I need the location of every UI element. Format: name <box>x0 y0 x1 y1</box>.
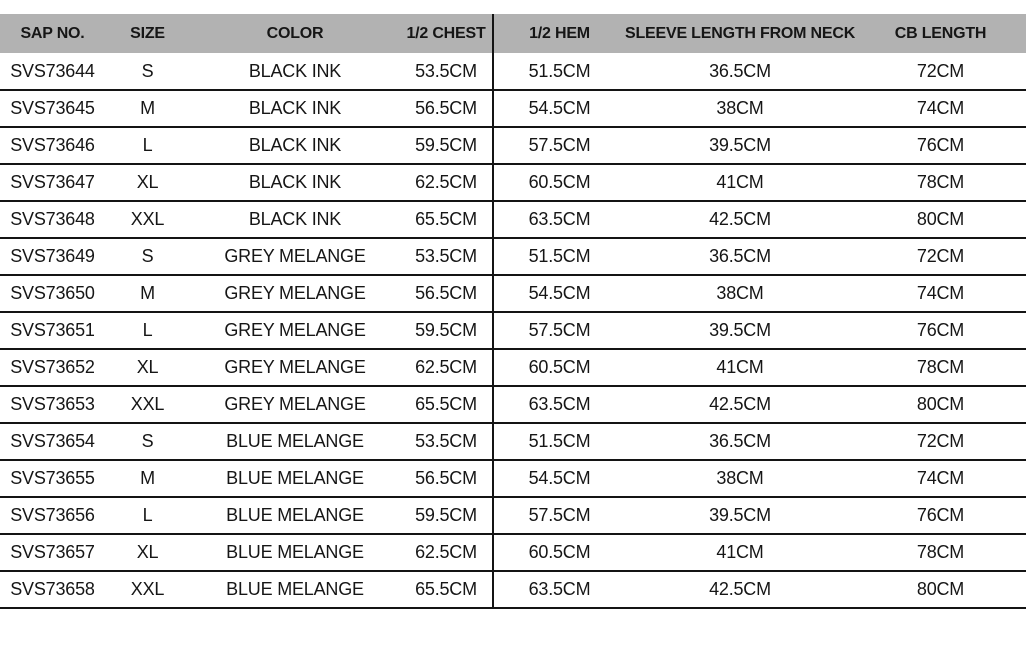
cell-size: L <box>105 312 190 349</box>
cell-cb-length: 80CM <box>855 201 1026 238</box>
cell-sleeve-length: 36.5CM <box>625 238 855 275</box>
cell-half-hem: 60.5CM <box>493 534 625 571</box>
cell-sleeve-length: 38CM <box>625 275 855 312</box>
col-header-cb-length: CB LENGTH <box>855 14 1026 53</box>
cell-color: BLUE MELANGE <box>190 423 400 460</box>
table-body <box>0 53 1026 608</box>
cell-cb-length: 78CM <box>855 349 1026 386</box>
cell-color: BLUE MELANGE <box>190 460 400 497</box>
cell-sleeve-length: 41CM <box>625 534 855 571</box>
table-row <box>0 497 1026 534</box>
cell-color: BLACK INK <box>190 53 400 90</box>
cell-half-hem: 51.5CM <box>493 423 625 460</box>
cell-size: XL <box>105 349 190 386</box>
cell-size: S <box>105 423 190 460</box>
cell-sap-no: SVS73646 <box>0 127 105 164</box>
cell-sap-no: SVS73657 <box>0 534 105 571</box>
table-row <box>0 238 1026 275</box>
cell-sap-no: SVS73647 <box>0 164 105 201</box>
cell-size: S <box>105 53 190 90</box>
cell-cb-length: 78CM <box>855 164 1026 201</box>
col-header-color: COLOR <box>190 14 400 53</box>
cell-sleeve-length: 42.5CM <box>625 571 855 608</box>
cell-cb-length: 76CM <box>855 312 1026 349</box>
cell-cb-length: 76CM <box>855 497 1026 534</box>
cell-half-chest: 56.5CM <box>400 275 493 312</box>
cell-half-hem: 60.5CM <box>493 164 625 201</box>
cell-sleeve-length: 38CM <box>625 460 855 497</box>
cell-cb-length: 72CM <box>855 53 1026 90</box>
cell-half-chest: 59.5CM <box>400 312 493 349</box>
cell-sleeve-length: 36.5CM <box>625 423 855 460</box>
cell-half-hem: 51.5CM <box>493 238 625 275</box>
cell-color: GREY MELANGE <box>190 349 400 386</box>
cell-cb-length: 74CM <box>855 90 1026 127</box>
cell-color: BLACK INK <box>190 127 400 164</box>
table-row <box>0 53 1026 90</box>
cell-cb-length: 74CM <box>855 460 1026 497</box>
cell-sap-no: SVS73653 <box>0 386 105 423</box>
table-row <box>0 201 1026 238</box>
cell-color: BLACK INK <box>190 201 400 238</box>
cell-color: GREY MELANGE <box>190 238 400 275</box>
cell-sleeve-length: 39.5CM <box>625 312 855 349</box>
col-header-sleeve-length: SLEEVE LENGTH FROM NECK <box>625 14 855 53</box>
table-row <box>0 571 1026 608</box>
table-row <box>0 275 1026 312</box>
cell-size: S <box>105 238 190 275</box>
cell-color: GREY MELANGE <box>190 386 400 423</box>
cell-sap-no: SVS73658 <box>0 571 105 608</box>
cell-half-hem: 63.5CM <box>493 571 625 608</box>
table-row <box>0 423 1026 460</box>
cell-cb-length: 78CM <box>855 534 1026 571</box>
cell-cb-length: 74CM <box>855 275 1026 312</box>
table-row <box>0 90 1026 127</box>
cell-size: XL <box>105 534 190 571</box>
col-header-half-hem: 1/2 HEM <box>493 14 625 53</box>
cell-color: BLUE MELANGE <box>190 534 400 571</box>
col-header-size: SIZE <box>105 14 190 53</box>
cell-half-chest: 53.5CM <box>400 53 493 90</box>
cell-sap-no: SVS73655 <box>0 460 105 497</box>
cell-sap-no: SVS73656 <box>0 497 105 534</box>
cell-half-hem: 54.5CM <box>493 90 625 127</box>
cell-size: XL <box>105 164 190 201</box>
cell-color: BLACK INK <box>190 90 400 127</box>
table-row <box>0 164 1026 201</box>
cell-size: XXL <box>105 201 190 238</box>
cell-half-chest: 62.5CM <box>400 164 493 201</box>
cell-sap-no: SVS73652 <box>0 349 105 386</box>
cell-size: L <box>105 127 190 164</box>
cell-sleeve-length: 41CM <box>625 164 855 201</box>
cell-color: GREY MELANGE <box>190 275 400 312</box>
cell-sleeve-length: 42.5CM <box>625 201 855 238</box>
cell-half-hem: 54.5CM <box>493 275 625 312</box>
table-row <box>0 312 1026 349</box>
cell-half-chest: 65.5CM <box>400 571 493 608</box>
cell-sleeve-length: 36.5CM <box>625 53 855 90</box>
cell-sap-no: SVS73645 <box>0 90 105 127</box>
cell-half-chest: 56.5CM <box>400 90 493 127</box>
cell-size: XXL <box>105 386 190 423</box>
cell-sap-no: SVS73649 <box>0 238 105 275</box>
cell-cb-length: 80CM <box>855 386 1026 423</box>
cell-half-chest: 56.5CM <box>400 460 493 497</box>
col-header-half-chest: 1/2 CHEST <box>400 14 493 53</box>
cell-half-chest: 65.5CM <box>400 201 493 238</box>
cell-size: M <box>105 275 190 312</box>
cell-sap-no: SVS73654 <box>0 423 105 460</box>
cell-color: BLACK INK <box>190 164 400 201</box>
cell-sap-no: SVS73651 <box>0 312 105 349</box>
header-row <box>0 14 1026 53</box>
cell-half-hem: 51.5CM <box>493 53 625 90</box>
cell-half-chest: 62.5CM <box>400 349 493 386</box>
table-row <box>0 534 1026 571</box>
cell-half-hem: 57.5CM <box>493 497 625 534</box>
cell-sleeve-length: 41CM <box>625 349 855 386</box>
cell-color: GREY MELANGE <box>190 312 400 349</box>
cell-half-chest: 59.5CM <box>400 497 493 534</box>
cell-sleeve-length: 42.5CM <box>625 386 855 423</box>
cell-sap-no: SVS73648 <box>0 201 105 238</box>
cell-sleeve-length: 39.5CM <box>625 127 855 164</box>
cell-sap-no: SVS73644 <box>0 53 105 90</box>
cell-sap-no: SVS73650 <box>0 275 105 312</box>
cell-half-hem: 63.5CM <box>493 386 625 423</box>
table-row <box>0 349 1026 386</box>
cell-color: BLUE MELANGE <box>190 497 400 534</box>
cell-color: BLUE MELANGE <box>190 571 400 608</box>
cell-half-chest: 65.5CM <box>400 386 493 423</box>
cell-half-hem: 63.5CM <box>493 201 625 238</box>
cell-half-chest: 53.5CM <box>400 423 493 460</box>
cell-half-chest: 59.5CM <box>400 127 493 164</box>
cell-half-chest: 53.5CM <box>400 238 493 275</box>
cell-size: M <box>105 90 190 127</box>
size-chart-table <box>0 14 1026 609</box>
cell-half-hem: 54.5CM <box>493 460 625 497</box>
cell-sleeve-length: 39.5CM <box>625 497 855 534</box>
cell-size: L <box>105 497 190 534</box>
cell-cb-length: 72CM <box>855 423 1026 460</box>
table-row <box>0 386 1026 423</box>
cell-half-chest: 62.5CM <box>400 534 493 571</box>
cell-half-hem: 60.5CM <box>493 349 625 386</box>
cell-sleeve-length: 38CM <box>625 90 855 127</box>
cell-half-hem: 57.5CM <box>493 312 625 349</box>
cell-half-hem: 57.5CM <box>493 127 625 164</box>
table-header <box>0 14 1026 53</box>
table-row <box>0 127 1026 164</box>
cell-cb-length: 80CM <box>855 571 1026 608</box>
col-header-sap-no: SAP NO. <box>0 14 105 53</box>
cell-cb-length: 76CM <box>855 127 1026 164</box>
cell-size: XXL <box>105 571 190 608</box>
table-row <box>0 460 1026 497</box>
cell-cb-length: 72CM <box>855 238 1026 275</box>
cell-size: M <box>105 460 190 497</box>
